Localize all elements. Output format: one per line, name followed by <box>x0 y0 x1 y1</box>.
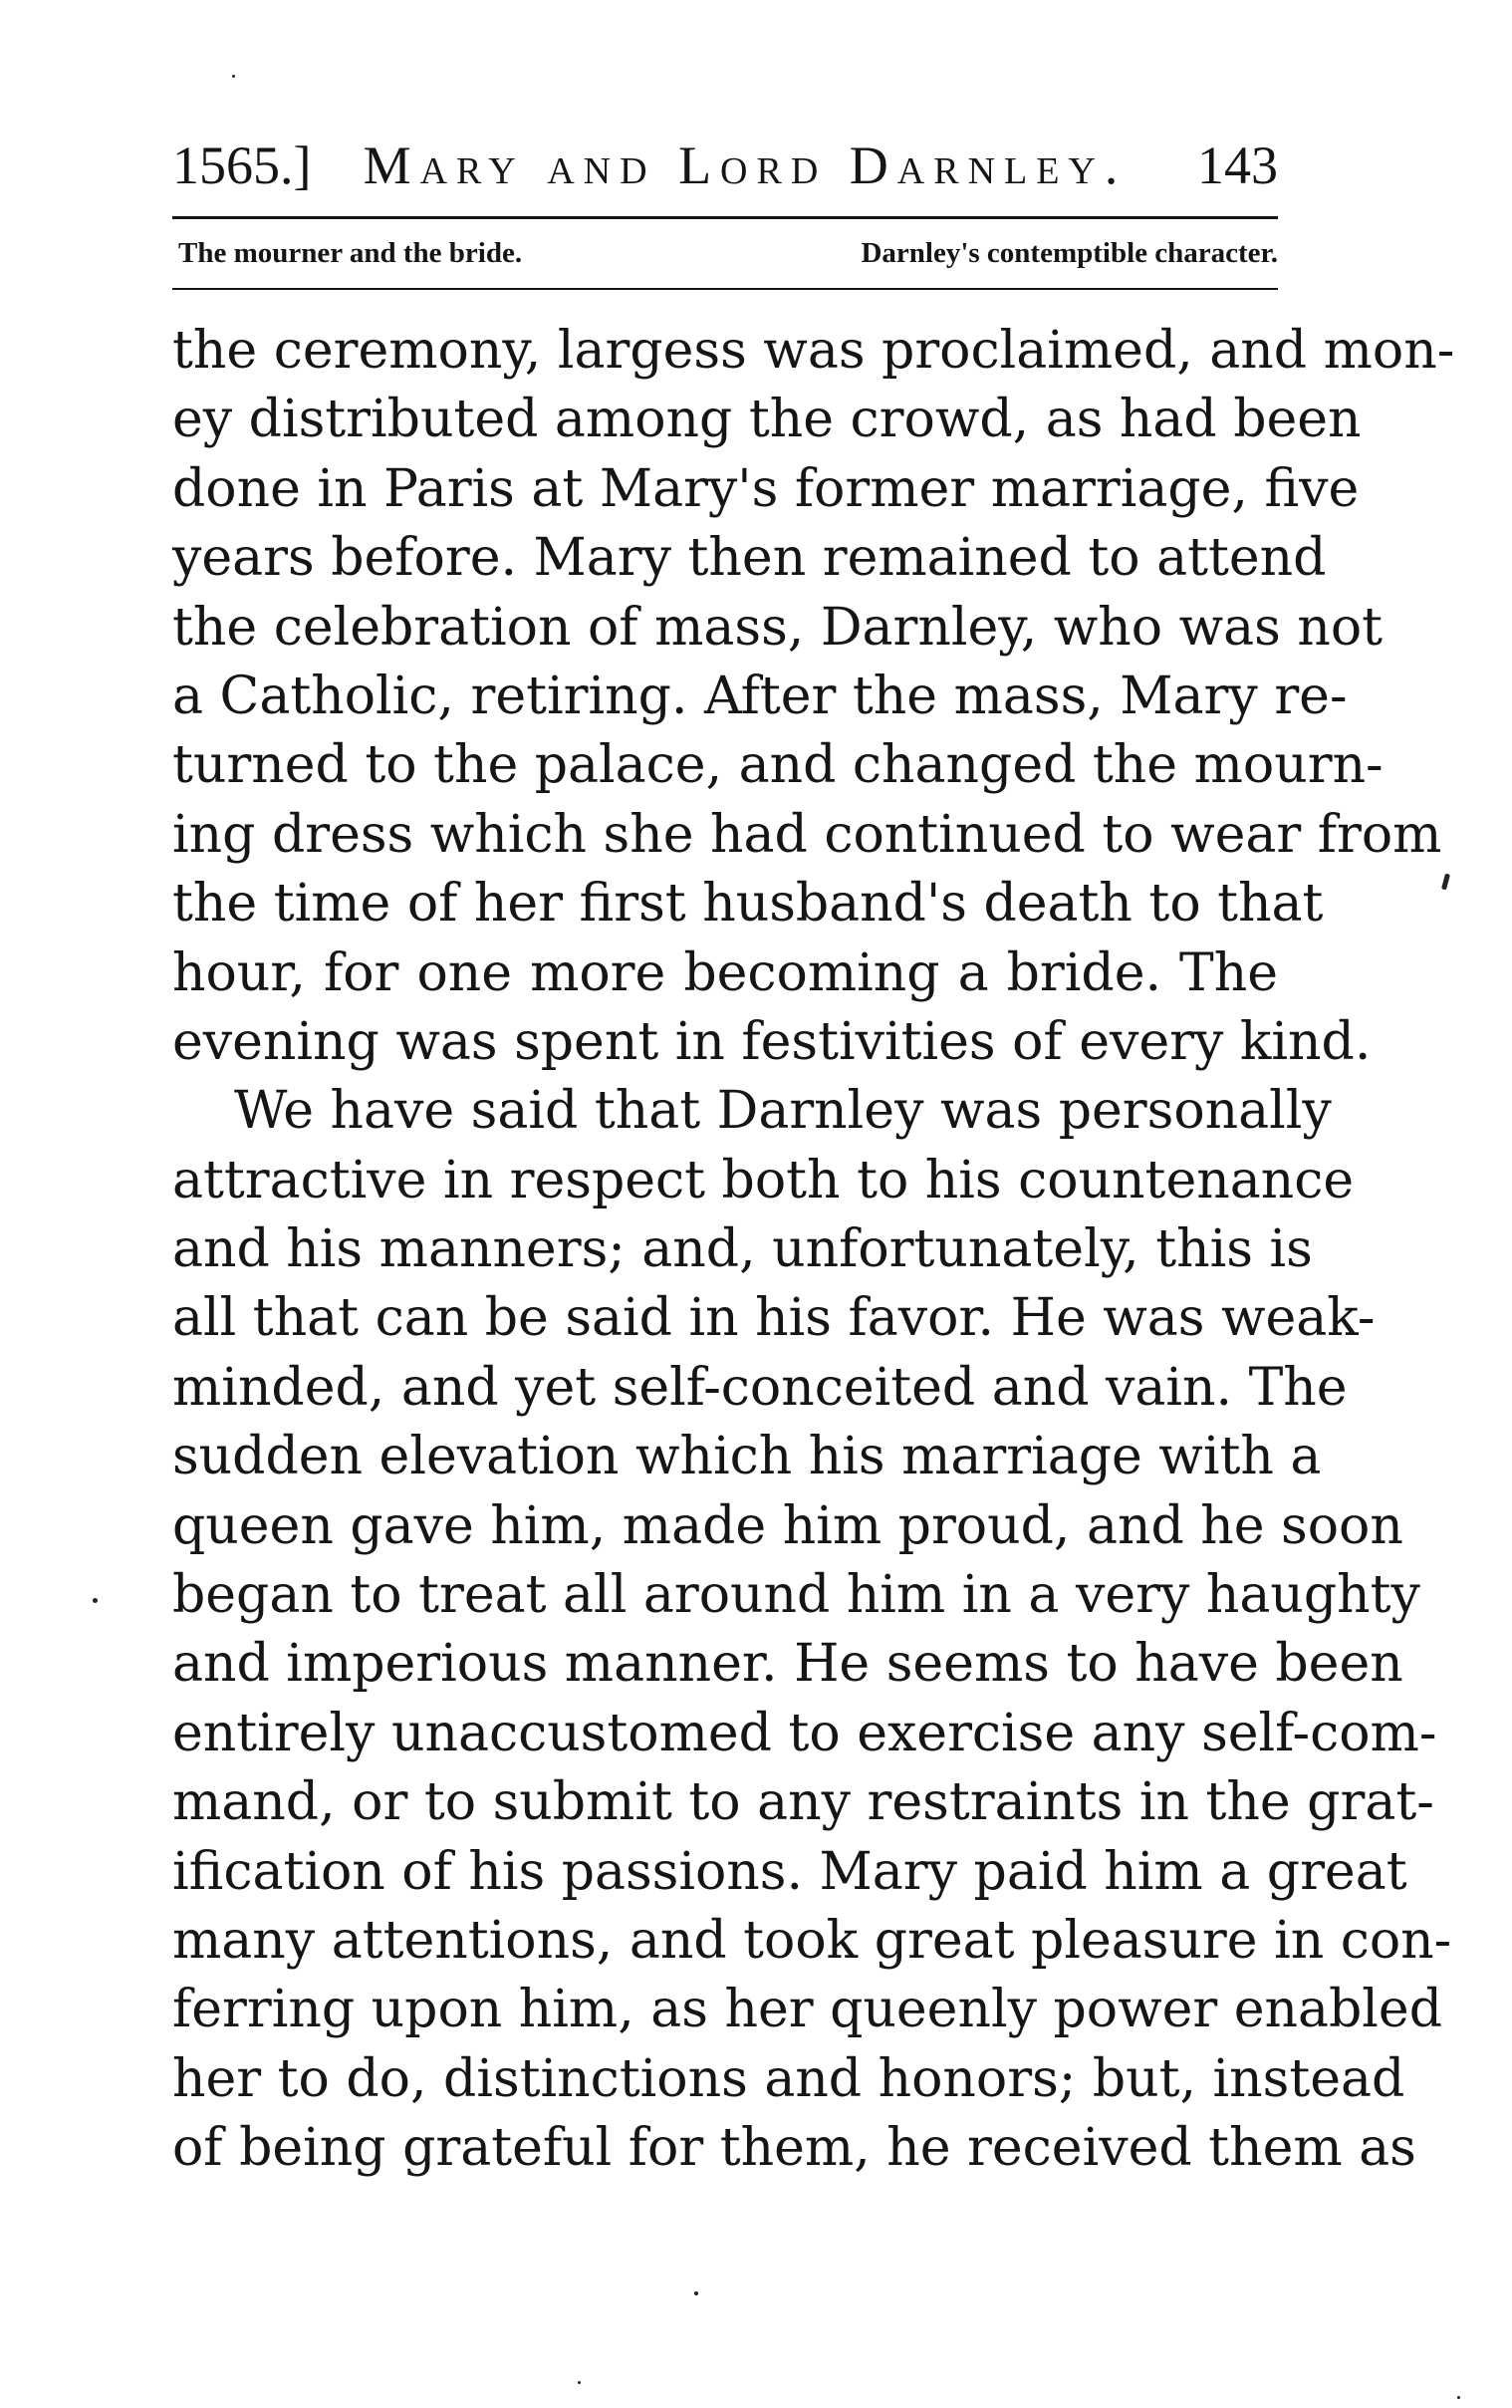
text-line: and his manners; and, unfortunately, this is <box>172 1219 1313 1280</box>
text-line: turned to the palace, and changed the mourn- <box>172 735 1384 796</box>
text-line: minded, and yet self-conceited and vain. The <box>172 1357 1348 1418</box>
text-line: all that can be said in his favor. He was weak- <box>172 1288 1376 1349</box>
scan-speck <box>232 75 235 78</box>
running-head <box>172 126 1278 205</box>
text-line: sudden elevation which his marriage with a <box>172 1427 1322 1487</box>
paragraph-start-line: We have said that Darnley was personally <box>234 1081 1332 1142</box>
text-line: the ceremony, largess was proclaimed, and mon- <box>172 321 1455 381</box>
text-line: ey distributed among the crowd, as had been <box>172 390 1362 450</box>
text-line: a Catholic, retiring. After the mass, Mary re- <box>172 666 1348 726</box>
text-line: mand, or to submit to any restraints in the grat- <box>172 1772 1434 1833</box>
text-line: ing dress which she had continued to wear from <box>172 804 1442 865</box>
text-line: years before. Mary then remained to attend <box>172 528 1327 589</box>
text-line: the time of her first husband's death to that <box>172 874 1324 935</box>
text-line: began to treat all around him in a very haughty <box>172 1565 1420 1626</box>
scan-speck <box>578 2381 581 2384</box>
text-line: the celebration of mass, Darnley, who was not <box>172 597 1384 658</box>
text-line: of being grateful for them, he received them as <box>172 2118 1416 2179</box>
text-line: her to do, distinctions and honors; but, instead <box>172 2048 1405 2109</box>
body-text <box>172 317 1455 2184</box>
shoulder-notes <box>172 225 1278 281</box>
page-number: 143 <box>1197 135 1278 195</box>
text-line: done in Paris at Mary's former marriage, five <box>172 458 1360 519</box>
text-line: many attentions, and took great pleasure in con- <box>172 1910 1452 1971</box>
shoulder-note-right: Darnley's contemptible character. <box>861 237 1278 269</box>
scan-speck <box>1457 2396 1460 2399</box>
header-year: 1565.] <box>172 135 312 195</box>
shoulder-note-left: The mourner and the bride. <box>178 237 523 269</box>
text-line: attractive in respect both to his countenance <box>172 1150 1355 1210</box>
scan-speck <box>1441 874 1450 891</box>
text-line: hour, for one more becoming a bride. The <box>172 942 1278 1003</box>
header-title: Mary and Lord Darnley. <box>363 135 1128 195</box>
header-rule <box>172 216 1278 219</box>
scan-speck <box>694 2291 698 2295</box>
text-line: and imperious manner. He seems to have been <box>172 1634 1403 1695</box>
text-line: ification of his passions. Mary paid him a great <box>172 1841 1407 1902</box>
scan-speck <box>93 1598 98 1603</box>
text-line: queen gave him, made him proud, and he soon <box>172 1495 1403 1556</box>
shoulder-note-rule <box>172 288 1278 290</box>
text-line: ferring upon him, as her queenly power enabled <box>172 1980 1442 2040</box>
text-line: entirely unaccustomed to exercise any self-com- <box>172 1703 1437 1763</box>
paragraph-end-line: evening was spent in festivities of every kind. <box>172 1011 1372 1072</box>
